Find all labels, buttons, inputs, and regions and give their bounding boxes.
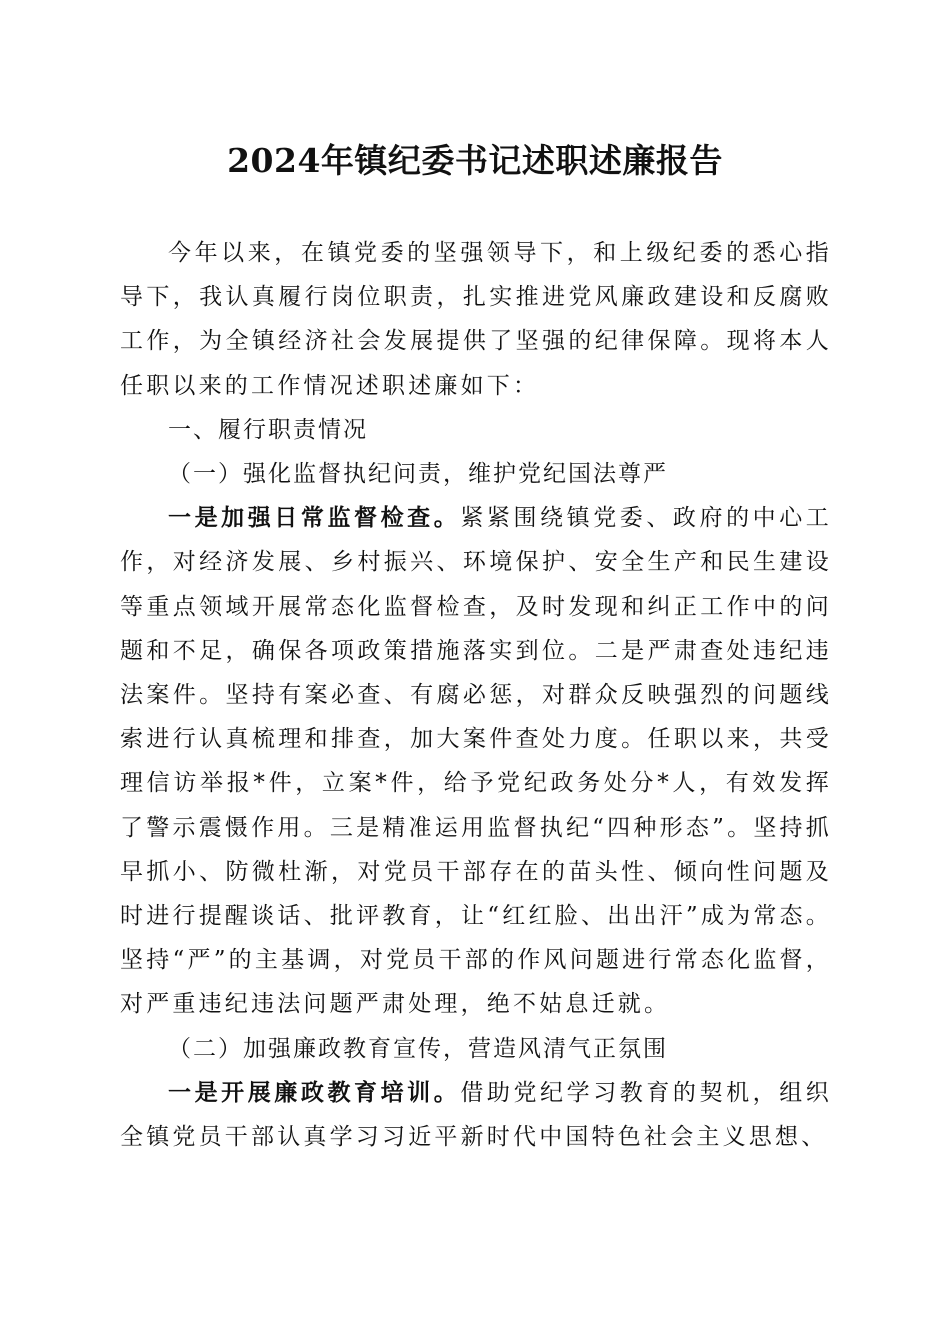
subsection-heading-2: （二）加强廉政教育宣传，营造风清气正氛围: [168, 1035, 668, 1062]
intro-paragraph: 今年以来，在镇党委的坚强领导下，和上级纪委的悉心指导下，我认真履行岗位职责，扎实推进党风廉政建设和反腐败工作，为全镇经济社会发展提供了坚强的纪律保障。现将本人任职以来的工作情况述职述廉如下：: [120, 240, 832, 399]
subsection-2-paragraph: [120, 1071, 832, 1159]
document-body: [120, 231, 832, 1159]
subsection-1-paragraph: [120, 496, 832, 1026]
paragraph-lead: 一是开展廉政教育培训。: [168, 1078, 461, 1106]
paragraph-text: 借助党纪学习教育的契机，组织全镇党员干部认真学习习近平新时代中国特色社会主义思想、: [120, 1079, 832, 1151]
paragraph-text: 紧紧围绕镇党委、政府的中心工作，对经济发展、乡村振兴、环境保护、安全生产和民生建设等重点领域开展常态化监督检查，及时发现和纠正工作中的问题和不足，确保各项政策措施落实到位。二是严肃查处违纪违法案件。坚持有案必查、有腐必惩，对群众反映强烈的问题线索进行认真梳理和排查，加大案件查处力度。任职以来，共受理信访举报*件，立案*件，给予党纪政务处分*人，有效发挥了警示震慑作用。三是精准运用监督执纪“四种形态”。坚持抓早抓小、防微杜渐，对党员干部存在的苗头性、倾向性问题及时进行提醒谈话、批评教育，让“红红脸、出出汗”成为常态。坚持“严”的主基调，对党员干部的作风问题进行常态化监督，对严重违纪违法问题严肃处理，绝不姑息迁就。: [120, 505, 832, 1018]
document-title: 2024年镇纪委书记述职述廉报告: [227, 141, 723, 180]
section-heading: 一、履行职责情况: [168, 416, 368, 443]
paragraph-lead: 一是加强日常监督检查。: [168, 504, 461, 532]
subsection-heading-1: （一）强化监督执纪问责，维护党纪国法尊严: [168, 461, 668, 488]
